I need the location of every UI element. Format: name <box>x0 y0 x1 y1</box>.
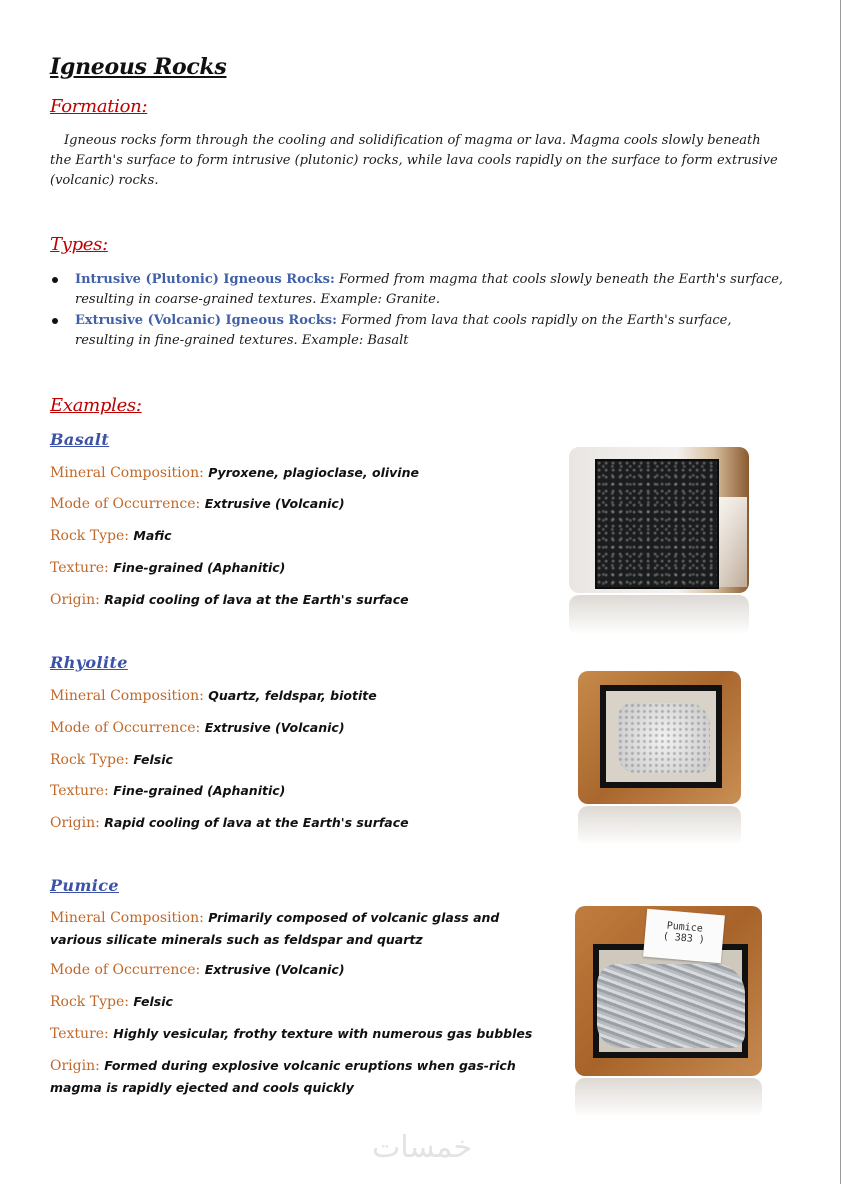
specimen-label-number: ( 383 ) <box>662 931 706 946</box>
basalt-mineral: Mineral Composition: Pyroxene, plagioclase, olivine <box>50 465 419 481</box>
basalt-origin: Origin: Rapid cooling of lava at the Earth's surface <box>50 592 409 608</box>
rhyolite-stone <box>618 703 710 773</box>
rhyolite-rock-type: Rock Type: Felsic <box>50 752 173 768</box>
bullet-icon <box>52 277 58 283</box>
formation-heading: Formation: <box>50 96 148 117</box>
watermark: خمسات <box>372 1130 473 1165</box>
photo-reflection <box>575 1078 762 1118</box>
rhyolite-mineral: Mineral Composition: Quartz, feldspar, biotite <box>50 688 377 704</box>
type-term: Intrusive (Plutonic) Igneous Rocks: <box>75 272 335 287</box>
pumice-rock-type: Rock Type: Felsic <box>50 994 173 1010</box>
rhyolite-photo <box>578 671 741 804</box>
rock-name-rhyolite: Rhyolite <box>50 653 128 672</box>
basalt-texture: Texture: Fine-grained (Aphanitic) <box>50 560 286 576</box>
rock-name-basalt: Basalt <box>50 430 110 449</box>
pumice-origin: Origin: Formed during explosive volcanic eruptions when gas-rich magma is rapidly ejected and cools quickly <box>50 1058 516 1095</box>
type-desc: Formed from lava that cools rapidly on the Earth's surface, resulting in fine-grained textures. Example: Basalt <box>75 313 732 348</box>
basalt-stone <box>597 461 717 587</box>
bullet-icon <box>52 318 58 324</box>
types-list <box>50 270 790 352</box>
basalt-rock-type: Rock Type: Mafic <box>50 528 172 544</box>
photo-reflection <box>578 806 741 846</box>
pumice-stone <box>597 964 745 1048</box>
rhyolite-texture: Texture: Fine-grained (Aphanitic) <box>50 783 286 799</box>
pumice-mineral: Mineral Composition: Primarily composed of volcanic glass and various silicate minerals such as feldspar and quartz <box>50 910 500 947</box>
rock-name-pumice: Pumice <box>50 876 119 895</box>
rhyolite-origin: Origin: Rapid cooling of lava at the Earth's surface <box>50 815 409 831</box>
formation-text: Igneous rocks form through the cooling and solidification of magma or lava. Magma cools slowly beneath the Earth's surface to form intrusive (plutonic) rocks, while lava cools rapidly on the surface to form extrusive (volcanic) rocks. <box>50 133 778 188</box>
examples-heading: Examples: <box>50 395 142 416</box>
basalt-photo <box>569 447 749 593</box>
pumice-occurrence: Mode of Occurrence: Extrusive (Volcanic) <box>50 962 345 978</box>
page-title: Igneous Rocks <box>50 54 227 80</box>
list-item <box>50 311 790 351</box>
pumice-photo <box>575 906 762 1076</box>
type-term: Extrusive (Volcanic) Igneous Rocks: <box>75 313 337 328</box>
types-heading: Types: <box>50 234 108 255</box>
pumice-texture: Texture: Highly vesicular, frothy texture with numerous gas bubbles <box>50 1026 533 1042</box>
plastic-wrap <box>719 497 747 587</box>
basalt-occurrence: Mode of Occurrence: Extrusive (Volcanic) <box>50 496 345 512</box>
list-item <box>50 270 790 310</box>
specimen-label <box>643 909 725 964</box>
specimen-label-name: Pumice <box>666 920 704 935</box>
rhyolite-occurrence: Mode of Occurrence: Extrusive (Volcanic) <box>50 720 345 736</box>
type-desc: Formed from magma that cools slowly beneath the Earth's surface, resulting in coarse-grained textures. Example: Granite. <box>75 272 784 307</box>
photo-reflection <box>569 595 749 635</box>
